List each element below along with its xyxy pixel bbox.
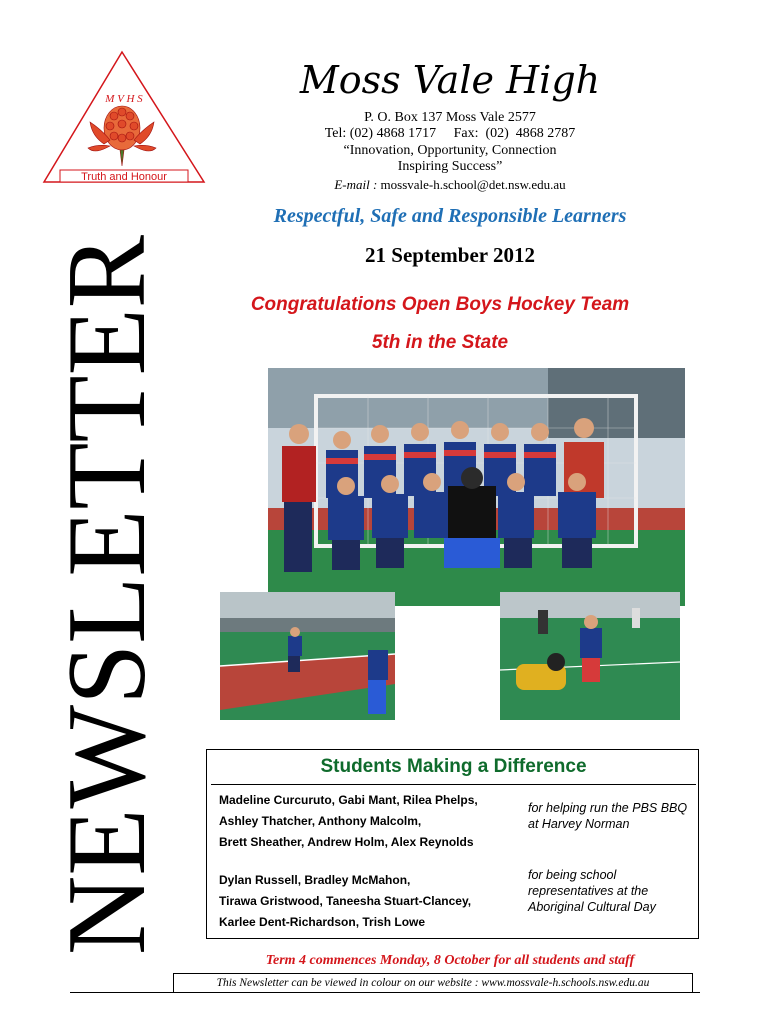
- student-names-line: Brett Sheather, Andrew Holm, Alex Reynolds: [219, 835, 474, 849]
- email-address[interactable]: mossvale-h.school@det.nsw.edu.au: [380, 177, 566, 192]
- footer-divider: [70, 992, 700, 993]
- school-motto: Respectful, Safe and Responsible Learners: [273, 205, 627, 227]
- masthead-text: NEWSLETTER: [45, 220, 169, 955]
- logo-initials: M V H S: [105, 93, 143, 105]
- slogan-line-2: Inspiring Success”: [397, 159, 503, 174]
- team-photo: [268, 368, 685, 606]
- students-making-difference-box: [206, 749, 699, 939]
- hockey-goal-photo: [500, 592, 680, 720]
- reason-line: Aboriginal Cultural Day: [528, 900, 656, 914]
- student-names-line: Dylan Russell, Bradley McMahon,: [219, 873, 411, 887]
- student-names-group-2: [219, 870, 519, 933]
- website-note: This Newsletter can be viewed in colour on our website : www.mossvale-h.schools.nsw.edu.au: [173, 973, 693, 993]
- student-names-line: Madeline Curcuruto, Gabi Mant, Rilea Phelps,: [219, 793, 478, 807]
- reason-line: for helping run the PBS BBQ: [528, 801, 688, 815]
- issue-date: 21 September 2012: [365, 243, 535, 267]
- students-box-title: Students Making a Difference: [320, 756, 587, 777]
- logo-banner: Truth and Honour: [81, 171, 167, 183]
- feature-subheadline: 5th in the State: [371, 332, 509, 353]
- address-line: P. O. Box 137 Moss Vale 2577: [364, 110, 536, 125]
- student-reason-group-2: [528, 867, 698, 915]
- slogan-line-1: “Innovation, Opportunity, Connection: [343, 143, 557, 158]
- newsletter-masthead: [45, 220, 169, 960]
- hockey-action-photo: [220, 592, 395, 720]
- student-reason-group-1: [528, 800, 698, 832]
- email-label: E-mail :: [334, 177, 378, 192]
- reason-line: at Harvey Norman: [528, 817, 630, 831]
- phone-fax-line: Tel: (02) 4868 1717 Fax: (02) 4868 2787: [324, 126, 576, 141]
- student-names-line: Tirawa Gristwood, Taneesha Stuart-Clancey,: [219, 894, 472, 908]
- divider: [211, 784, 696, 785]
- school-name: Moss Vale High: [299, 58, 601, 102]
- student-names-line: Karlee Dent-Richardson, Trish Lowe: [219, 915, 426, 929]
- email-line: [250, 177, 650, 193]
- student-names-line: Ashley Thatcher, Anthony Malcolm,: [219, 814, 422, 828]
- reason-line: for being school: [528, 868, 617, 882]
- feature-headline: Congratulations Open Boys Hockey Team: [250, 294, 630, 315]
- reason-line: representatives at the: [528, 884, 649, 898]
- student-names-group-1: [219, 790, 519, 853]
- school-logo: [40, 48, 210, 188]
- term-notice: Term 4 commences Monday, 8 October for all students and staff: [265, 953, 635, 968]
